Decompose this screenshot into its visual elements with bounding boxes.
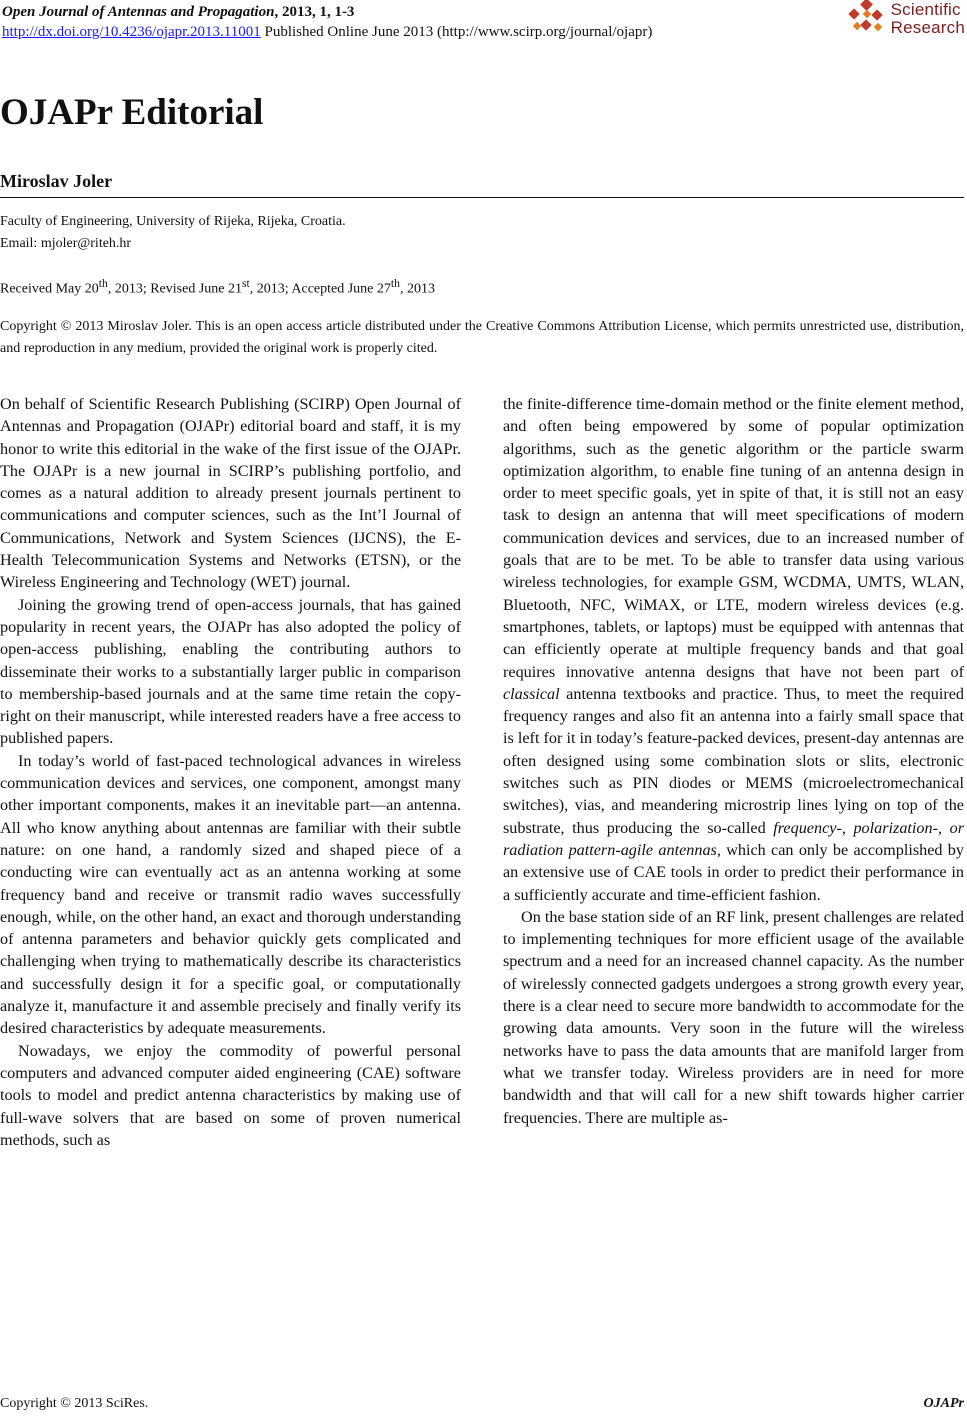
journal-citation [2,2,652,22]
footer-journal-abbrev: OJAPr [923,1396,964,1411]
text-run: , which can only be accomplished by an extensive use of CAE tools in order to predict their performance in a sufficiently accurate and time-efficient fashion. [503,840,964,904]
doi-line [2,22,652,42]
paragraph [503,393,964,906]
publisher-logo [846,0,965,38]
email: Email: mjoler@riteh.hr [0,236,132,251]
received-sup: th [98,277,108,290]
title-rule [0,197,964,198]
emphasis: polarization-, or radiation pattern-agile antennas [503,818,964,859]
body-column-right [503,393,964,1129]
doi-link[interactable]: http://dx.doi.org/10.4236/ojapr.2013.11001 [2,24,261,40]
accepted-date: , 2013; Accepted June 27 [249,281,391,297]
author-name: Miroslav Joler [0,171,113,191]
paragraph: In today’s world of fast-paced technological advances in wireless communication devices and services, one component, amongst many other important components, makes it an inevitable part—an antenna. All who know anything about antennas are familiar with their subtle nature: on one hand, a randomly sized and shaped piece of a conducting wire can eventually act as an antenna working at some frequency band and receive or transmit radio waves successfully enough, while, on the other hand, an exact and thorough understanding of antenna parameters and behavior quickly gets complicated and challenging when trying to mathematically describe its characteristics and successfully design it for a specific goal, or computationally analyze it, manufacture it and assemble precisely and finally verify its desired characteristics by adequate measurements. [0,751,461,1038]
emphasis: frequency- [773,818,842,837]
accepted-sup: th [390,277,400,290]
article-title: OJAPr Editorial [0,92,264,133]
emphasis: classical [503,684,560,703]
logo-wordmark [891,1,965,37]
revised-date: , 2013; Revised June 21 [107,281,242,297]
scientific-research-logo-icon [846,0,886,38]
text-run: the finite-difference time-domain method or the finite element method, and often being empowered by some of popular optimization algorithms, such as the genetic algorithm or the particle swarm optimization algorithm, to enable fine tuning of an antenna design in order to meet specific goals, yet in spite of that, it is still not an easy task to design an antenna that will meet specifications of modern communication devices and services, due to an increased number of goals that are to be met. To be able to transfer data using various wireless technologies, for example GSM, WCDMA, UMTS, WLAN, Bluetooth, NFC, WiMAX, or LTE, modern wireless devices (e.g. smartphones, tablets, or laptops) must be equipped with antennas that can efficiently operate at multiple frequency bands and that goal requires innovative antenna designs that have not been part of [503,395,964,681]
text-run: , [841,818,854,837]
affiliation: Faculty of Engineering, University of Rijeka, Rijeka, Croatia. [0,214,346,229]
text-run: antenna textbooks and practice. Thus, to meet the required frequency ranges and also fit an antenna into a fairly small space that is left for it in today’s feature-packed devices, present-day antennas are often designed using some combination slots or slits, electronic switches such as PIN diodes or MEMS (microelectromechanical switches), vias, and meandering microstrip lines lying on top of the substrate, thus producing the so-called [503,684,964,837]
revised-sup: st [241,277,250,290]
paragraph: On behalf of Scientific Research Publishing (SCIRP) Open Journal of Antennas and Propagation (OJAPr) editorial board and staff, it is my honor to write this editorial in the wake of the first issue of the OJAPr. The OJAPr is a new journal in SCIRP’s publishing portfolio, and comes as a natural addition to already present journals pertinent to communications and computer sciences, such as the Int’l Journal of Communications, Network and System Sciences (IJCNS), the E-Health Telecommunication Systems and Networks (ETSN), or the Wireless Engineering and Technology (WET) journal. [0,395,461,592]
published-online: Published Online June 2013 (http://www.scirp.org/journal/ojapr) [264,24,653,40]
paragraph: Nowadays, we enjoy the commodity of powerful personal computers and advanced computer aided engineering (CAE) software tools to model and predict antenna characteristics by making use of full-wave solvers that are based on some of proven numerical methods, such as [0,1041,461,1149]
article-dates [0,275,435,299]
received-date: Received May 20 [0,281,99,297]
journal-volume: , 2013, 1, 1-3 [274,4,355,20]
copyright-notice: Copyright © 2013 Miroslav Joler. This is an open access article distributed under the Creative Commons Attribution License, which permits unrestricted use, distribution, and reproduction in any medium, provided the original work is properly cited. [0,319,964,356]
paragraph: Joining the growing trend of open-access journals, that has gained popularity in recent years, the OJAPr has also adopted the policy of open-access publishing, enabling the contributing authors to disseminate their works to a substantially larger public in comparison to membership-based journals and at the same time retain the copyright on their manuscript, while interested readers have a free access to published papers. [0,595,461,748]
journal-name: Open Journal of Antennas and Propagation [2,4,275,20]
logo-line-2: Research [890,18,965,37]
running-header [2,2,652,42]
footer-copyright: Copyright © 2013 SciRes. [0,1396,149,1411]
paragraph: On the base station side of an RF link, present challenges are related to implementing techniques for more efficient usage of the available spectrum and a need for an increased channel capacity. As the number of wirelessly connected gadgets undergoes a strong growth every year, there is a clear need to secure more bandwidth to accommodate for the growing data amounts. Very soon in the future will the wireless networks have to pass the data amounts that are manifold larger from what we transfer today. Wireless providers are in need for more bandwidth and that will call for a new shift towards higher carrier frequencies. There are multiple as- [503,907,964,1127]
body-column-left [0,393,461,1151]
logo-line-1: Scientific [890,0,961,19]
dates-suffix: , 2013 [399,281,435,297]
